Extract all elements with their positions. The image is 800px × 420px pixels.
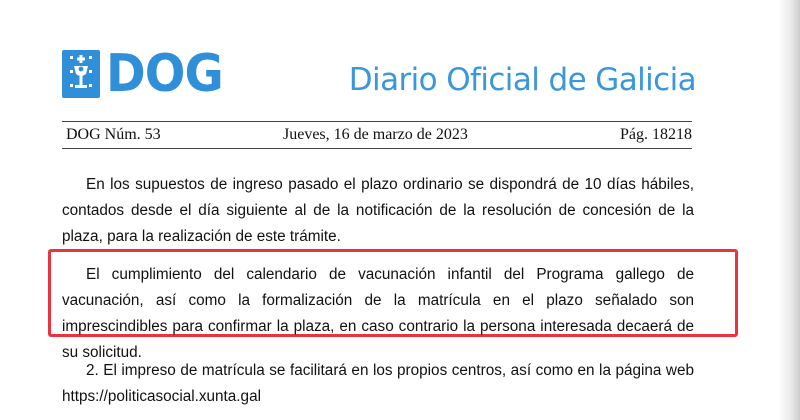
paragraph-late-enrollment: En los supuestos de ingreso pasado el plazo ordinario se dispondrá de 10 días hábiles, contados desde el día siguiente al de la notificación de la resolución de concesión de la plaza, para la realización de este trámite.: [62, 176, 694, 245]
header-rule-bottom: [62, 148, 692, 149]
paragraph-enrollment-form: 2. El impreso de matrícula se facilitará en los propios centros, así como en la página web https://politicasocial.xunta.gal: [62, 362, 694, 405]
page-edge-shadow: [778, 0, 800, 420]
header-rule-top: [62, 121, 692, 122]
masthead: [62, 46, 233, 102]
dog-logo-text: DOG: [106, 44, 223, 104]
publication-title: Diario Oficial de Galicia: [348, 62, 696, 98]
issue-date: Jueves, 16 de marzo de 2023: [283, 126, 468, 143]
page-number: Pág. 18218: [620, 126, 692, 143]
paragraph-vaccination-requirement: El cumplimiento del calendario de vacunación infantil del Programa gallego de vacunación, así como la formalización de la matrícula en el plazo señalado son imprescindibles para confirmar la plaza, en caso contrario la persona interesada decaerá de su solicitud.: [62, 266, 694, 361]
issue-number: DOG Núm. 53: [66, 126, 161, 143]
galicia-coat-of-arms-icon: [62, 50, 100, 98]
